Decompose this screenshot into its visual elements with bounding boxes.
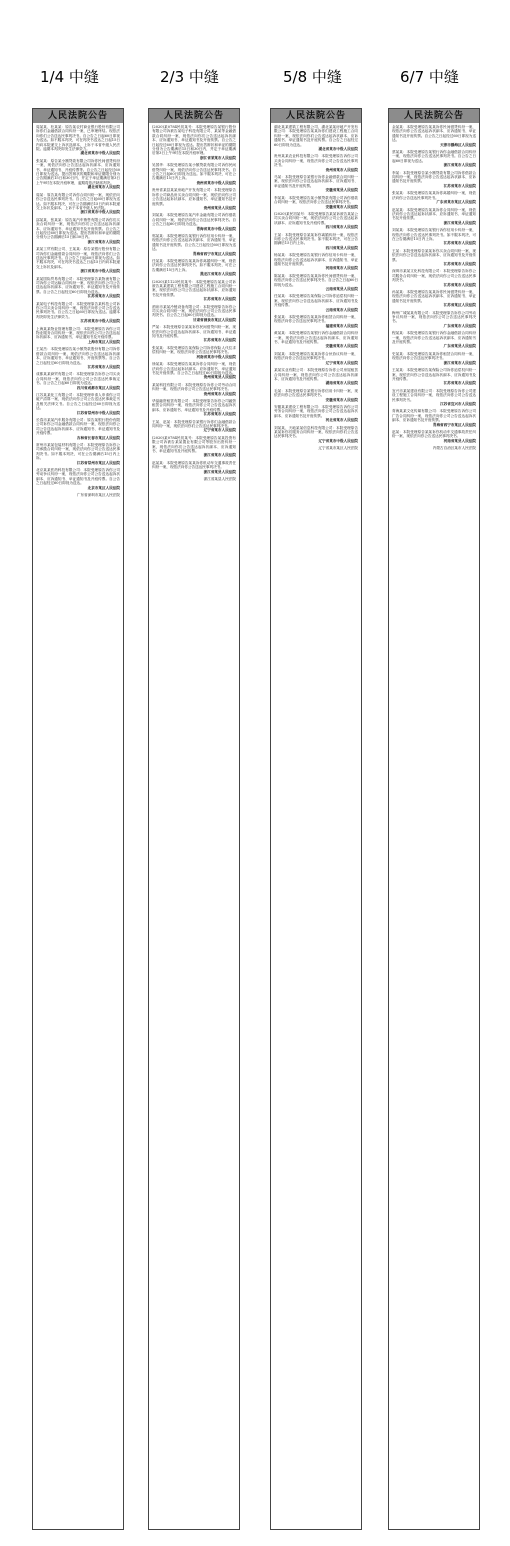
notice-entry bbox=[36, 372, 120, 390]
notice-text: 程某某：本院受理原告某银行诉你金融借款合同纠纷一案，现依法向你公告送达起诉状副本、应诉通知书及开庭传票。 bbox=[392, 331, 476, 345]
notice-entry bbox=[392, 290, 476, 308]
notice-entry bbox=[274, 196, 358, 209]
notice-entry bbox=[274, 175, 358, 193]
court-signature: 青海省西宁市某区人民法院 bbox=[432, 422, 476, 427]
notice-text: 张某某：原告某小额贷款有限公司诉你民间借贷纠纷一案，现依法向你公告送达起诉状副本、应诉通知书、举证通知书、开庭传票等。自公告之日起经过60日即视为送达。提出答辩状的期限和举证期限分别为公告期满后15日和30日内，并定于举证期满后第3日上午9时在本院开庭审理，逾期将依法缺席判决。 bbox=[36, 158, 120, 185]
court-signature: 上海市某区人民法院 bbox=[87, 339, 120, 344]
court-signature: 江苏省某市人民法院 bbox=[203, 297, 236, 302]
column-title: 人民法院公告 bbox=[33, 109, 123, 123]
notice-text: 江苏某某化工有限公司：本院受理申请人申请你公司破产清算一案，现依法向你公司公告送达民事裁定书及相关法律文书。自公告之日起经过60日即视为送达。 bbox=[36, 392, 120, 411]
column-footer: 内蒙古自治区某市人民法院 bbox=[432, 446, 476, 451]
court-signature: 浙江省某某市人民法院 bbox=[200, 155, 236, 160]
column-footer: 辽宁省某市某区人民法院 bbox=[318, 446, 358, 451]
notice-entry bbox=[274, 253, 358, 271]
notice-text: (2020)某1123民初某号：本院受理原告某某公司诉被告某某建筑工程有限公司建设工程施工合同纠纷一案，现依法向你公司公告送达起诉状副本、应诉通知书及开庭传票。 bbox=[152, 279, 236, 297]
notice-entry bbox=[152, 420, 236, 433]
notice-text: 孙某某：本院受理原告某某诉你民间借贷纠纷一案，现依法向你公告送达起诉状副本、应诉通知书、举证通知书及开庭传票。 bbox=[392, 290, 476, 303]
notice-entry bbox=[36, 327, 120, 345]
notice-text: 安徽某某建设工程有限公司：本院受理原告诉你公司劳务合同纠纷一案，现依法向你公司公告送达起诉状副本、应诉通知书及开庭传票。 bbox=[274, 404, 358, 418]
notice-text: 赵某某：本院受理原告某某诉你机动车交通事故责任纠纷一案，现依法向你公告送达民事判决书。 bbox=[152, 460, 236, 470]
notice-entry bbox=[152, 325, 236, 343]
court-signature: 浙江省某市中级人民法院 bbox=[80, 269, 120, 274]
notice-text: 深圳市某某文化科技有限公司：本院受理原告诉你公司服务合同纠纷一案，现依法向你公司公告送达民事判决书。 bbox=[392, 269, 476, 283]
court-signature: 广东省某县人民法院 bbox=[443, 344, 476, 349]
court-signature: 湖北省某市中级人民法院 bbox=[318, 147, 358, 152]
notice-text: 张某某：本院受理原告某保险公司诉你保险人代位求偿权纠纷一案，现依法向你公告送达民事判决书。 bbox=[152, 345, 236, 355]
notice-text: 任某某：本院受理原告某保险公司诉你追偿权纠纷一案，现依法向你公告送达起诉状副本、应诉通知书及开庭传票。 bbox=[274, 294, 358, 308]
court-signature: 江苏省宜兴市人民法院 bbox=[440, 401, 476, 406]
notice-entry bbox=[152, 346, 236, 359]
court-signature: 北京市某区人民法院 bbox=[87, 485, 120, 490]
notice-entry bbox=[392, 125, 476, 147]
notice-entry bbox=[392, 228, 476, 246]
court-signature: 云南省某市人民法院 bbox=[325, 307, 358, 312]
notice-entry bbox=[392, 430, 476, 443]
notice-entry bbox=[392, 311, 476, 329]
notice-entry bbox=[36, 218, 120, 244]
notice-entry bbox=[36, 418, 120, 440]
notice-text: 邵某某、张某某：原告某汽车销售有限公司诉你们买卖合同纠纷一案，现依法向你们公告送达起诉状副本、应诉通知书、举证通知书及开庭传票。自公告之日起经过60日即视为送达。提出答辩状和举证的期限分别为公告期满后15日和30日内。 bbox=[36, 217, 120, 240]
notice-text: 郭某某：本院受理原告某银行诉你信用卡纠纷一案，现依法向你公告送达起诉状副本、应诉通知书、举证通知书及开庭传票。自公告之日起经过60日即视为送达。 bbox=[152, 233, 236, 252]
column-body bbox=[33, 123, 123, 497]
court-signature: 河南省某县人民法院 bbox=[443, 438, 476, 443]
notice-entry bbox=[274, 405, 358, 423]
notice-text: 吴国华：本院受理原告某小额贷款有限公司诉你民间借贷纠纷一案，现依法向你公告送达民事判决书。自公告之日起60日即视为送达。如不服本判决，可在公告期满后15日内上诉。 bbox=[152, 163, 236, 181]
column-footer: 浙江省某县人民法院 bbox=[203, 477, 236, 482]
notice-text: 王某杰：本院受理原告某小额贷款股份有限公司诉你借款合同纠纷一案，现依法向你公告送达起诉状副本、应诉通知书、举证通知书、开庭传票等。自公告之日起经过60日即视为送达。 bbox=[36, 347, 120, 365]
notice-text: 上海某某物业管理有限公司：本院受理原告诉你公司物业服务合同纠纷一案，现依法向你公司公告送达起诉状副本、应诉通知书、举证通知书及开庭传票。 bbox=[36, 326, 120, 340]
notice-text: 刘某某、天地某某信息科技有限公司：本院受理原告某某诉你们服务合同纠纷一案，现依法向你们公告送达民事判决书。 bbox=[274, 425, 358, 439]
notice-entry bbox=[274, 426, 358, 444]
column-title: 人民法院公告 bbox=[271, 109, 361, 123]
notice-entry bbox=[274, 389, 358, 402]
notice-text: 王某、赵某：本院受理原告某银行诉你们金融借款合同纠纷一案，现依法向你们公告送达民事判决书。 bbox=[152, 419, 236, 428]
column-footer: 广东省深圳市某区人民法院 bbox=[76, 493, 120, 498]
column-label-5-8: 5/8 中缝 bbox=[283, 68, 342, 86]
notice-entry bbox=[36, 159, 120, 190]
court-signature: 河南省某市人民法院 bbox=[325, 266, 358, 271]
court-signature: 黑龙江省某市人民法院 bbox=[200, 272, 236, 277]
notice-entry bbox=[36, 277, 120, 299]
court-signature: 辽宁省某市人民法院 bbox=[325, 360, 358, 365]
notice-text: 陈某某：本院受理原告某某诉你民间借贷纠纷一案，现依法向你公告送达民事判决书。自公告之日起60日即视为送达。 bbox=[274, 273, 358, 287]
court-signature: 吉林省长春市某区人民法院 bbox=[76, 435, 120, 440]
notice-entry bbox=[36, 193, 120, 215]
notice-entry bbox=[152, 125, 236, 160]
notice-text: 杨某某：本院受理原告某银行诉你信用卡纠纷一案，现依法向你公告送达起诉状副本、应诉通知书、举证通知书及开庭传票。 bbox=[274, 253, 358, 266]
court-signature: 安徽省某县人民法院 bbox=[325, 188, 358, 193]
notice-text: 青海某某文化传媒有限公司：本院受理原告诉你公司广告合同纠纷一案，现依法向你公司公告送达起诉状副本、应诉通知书及开庭传票。 bbox=[392, 409, 476, 423]
notice-text: 李某：本院受理原告某小额贷款有限公司诉你借款合同纠纷一案，现依法向你公告送达起诉状副本、应诉通知书及开庭传票。 bbox=[392, 170, 476, 184]
notice-entry bbox=[392, 171, 476, 189]
court-signature: 安徽省某市人民法院 bbox=[325, 344, 358, 349]
court-signature: 浙江省某县人民法院 bbox=[203, 469, 236, 474]
court-signature: 江苏省某市人民法院 bbox=[443, 261, 476, 266]
court-signature: 贵州省某市中级人民法院 bbox=[196, 180, 236, 185]
court-signature: 安徽省某市人民法院 bbox=[325, 397, 358, 402]
notice-entry bbox=[392, 150, 476, 168]
notice-text: 某某电子科技有限公司：本院受理原告某科技公司诉你公司买卖合同纠纷一案，现依法向你公司公告送达民事判决书。自公告之日起60日即视为送达。逾期本判决即发生法律效力。 bbox=[36, 301, 120, 319]
notice-text: 刘某某：本院受理原告某某诉你合伙协议纠纷一案，现依法向你公告送达民事判决书。 bbox=[274, 351, 358, 361]
column-body bbox=[149, 123, 239, 481]
notice-text: 某某实业有限公司：本院受理原告诉你公司房屋租赁合同纠纷一案，现依法向你公司公告送达起诉状副本、应诉通知书及开庭传票。 bbox=[274, 368, 358, 381]
notice-entry bbox=[274, 331, 358, 349]
notice-entry bbox=[36, 347, 120, 369]
column-body bbox=[271, 123, 361, 451]
notice-text: 王某：本院受理原告某某诉你离婚纠纷一案，现依法向你公告送达民事判决书。如不服本判决，可在公告期满后15日内上诉。 bbox=[274, 232, 358, 246]
court-signature: 甘肃省酒泉市某区人民法院 bbox=[192, 317, 236, 322]
notice-text: 严某：本院受理原告某某诉你民间借贷纠纷一案，现依法向你公告送达起诉状副本、应诉通知书、举证通知书及开庭传票。 bbox=[152, 325, 236, 339]
notice-text: 刘某某：本院受理原告某汽车金融有限公司诉你借款合同纠纷一案，现依法向你公告送达民事判决书。自公告之日起60日即视为送达。 bbox=[152, 213, 236, 227]
column-label-2-3: 2/3 中缝 bbox=[160, 68, 219, 86]
notice-entry bbox=[152, 188, 236, 210]
notice-entry bbox=[392, 389, 476, 407]
court-signature: 江苏省某市人民法院 bbox=[87, 294, 120, 299]
column-label-1-4: 1/4 中缝 bbox=[40, 68, 99, 86]
notice-text: 长春市某某汽车服务有限公司：原告某银行股份有限公司诉你公司金融借款合同纠纷一案，现依法向你公司公告送达起诉状副本、应诉通知书、举证通知书及开庭传票。 bbox=[36, 417, 120, 436]
notice-entry bbox=[274, 294, 358, 312]
court-signature: 辽宁省某市人民法院 bbox=[203, 428, 236, 433]
notice-text: 王某某：本院受理原告某保险公司诉你追偿权纠纷一案，现依法向你公告送达起诉状副本、应诉通知书及开庭传票。 bbox=[392, 368, 476, 381]
court-signature: 安徽省某市人民法院 bbox=[325, 204, 358, 209]
notice-text: (2020)某民初某号：本院受理原告某某诉被告某某公司买卖合同纠纷一案，现依法向你公司公告送达起诉状副本、应诉通知书及开庭传票。 bbox=[274, 211, 358, 225]
court-signature: 江苏省某市人民法院 bbox=[443, 381, 476, 386]
court-signature: 河北省某市人民法院 bbox=[325, 418, 358, 423]
court-signature: 湖南省某市人民法院 bbox=[325, 381, 358, 386]
court-signature: 贵州省某市人民法院 bbox=[203, 391, 236, 396]
notice-column-2 bbox=[148, 108, 240, 1530]
court-signature: 浙江省某市中级人民法院 bbox=[80, 210, 120, 215]
notice-entry bbox=[152, 399, 236, 417]
court-signature: 天津市静海区人民法院 bbox=[440, 142, 476, 147]
court-signature: 福建省某市人民法院 bbox=[325, 323, 358, 328]
notice-column-4 bbox=[388, 108, 480, 1530]
notice-text: 史某某：本院受理原告某某诉你租赁合同纠纷一案，现依法向你公告送达民事判决书。 bbox=[392, 351, 476, 361]
court-signature: 江苏省某市中级人民法院 bbox=[80, 319, 120, 324]
notice-entry bbox=[392, 191, 476, 204]
notice-entry bbox=[274, 233, 358, 251]
notice-entry bbox=[274, 274, 358, 292]
notice-text: 张某某：本院受理原告某某诉你租赁合同纠纷一案，现依法向你公告送达民事判决书。 bbox=[274, 315, 358, 324]
notice-entry bbox=[152, 163, 236, 185]
notice-text: 任某某：本院受理原告某某诉你离婚纠纷一案，现依法向你公告送达民事判决书。如不服本判决，可在公告期满后15日内上诉。 bbox=[152, 258, 236, 272]
court-signature: 江苏省某市人民法院 bbox=[203, 412, 236, 417]
notice-entry bbox=[274, 368, 358, 386]
notice-entry bbox=[36, 393, 120, 415]
notice-entry bbox=[392, 409, 476, 427]
notice-entry bbox=[152, 213, 236, 231]
court-signature: 广东省某市某区人民法院 bbox=[436, 200, 476, 205]
notice-entry bbox=[152, 305, 236, 323]
notice-column-3 bbox=[270, 108, 362, 1530]
court-signature: 湖北省某市中级人民法院 bbox=[80, 151, 120, 156]
court-signature: 河南省某市中级人民法院 bbox=[196, 354, 236, 359]
notice-text: 成都某某商贸有限公司：本院受理原告诉你公司买卖合同纠纷一案，现依法向你公司公告送达民事裁定书。自公告之日起60日即视为送达。 bbox=[36, 372, 120, 386]
notice-text: 周某某、杜某某：原告某农村商业银行股份有限公司诉你们金融借款合同纠纷一案，已审理终结。现依法向你们公告送达民事判决书。自公告之日起60日即视为送达。如不服本判决，可在判决书送达之日起15日内向本院递交上诉状及副本，上诉于本省中级人民法院。逾期本判决即发生法律效力。 bbox=[36, 125, 120, 152]
court-signature: 浙江省某市人民法院 bbox=[203, 453, 236, 458]
notice-entry bbox=[392, 352, 476, 365]
court-signature: 四川省某市人民法院 bbox=[325, 225, 358, 230]
notice-text: 马某：本院受理原告某银行诉你金融借款合同纠纷一案，现依法向你公告送达起诉状副本、应诉通知书、举证通知书及开庭传票。 bbox=[274, 175, 358, 188]
notice-text: 某某国际贸易有限公司：本院受理原告某物流有限公司诉你公司运输合同纠纷一案，现依法向你公司公告送达起诉状副本、应诉通知书、举证通知书及开庭传票。自公告之日起经过60日即视为送达。 bbox=[36, 276, 120, 294]
court-signature: 江苏省常州市某区人民法院 bbox=[76, 460, 120, 465]
notice-entry bbox=[274, 154, 358, 172]
court-signature: 浙江省某市人民法院 bbox=[87, 239, 120, 244]
notice-entry bbox=[36, 125, 120, 156]
notice-text: 湖北某某建筑工程有限公司、湖北某某房地产开发有限公司：本院受理原告某某诉你们建设工程施工合同纠纷一案，现依法向你们公告送达起诉状副本、应诉通知书、举证通知书及开庭传票。自公告之日起经过60日即视为送达。 bbox=[274, 125, 358, 147]
notice-entry bbox=[36, 247, 120, 273]
court-signature: 贵州省某县人民法院 bbox=[203, 375, 236, 380]
court-signature: 江苏省某市人民法院 bbox=[443, 241, 476, 246]
court-signature: 江苏省某市人民法院 bbox=[443, 183, 476, 188]
court-signature: 青海省西宁市某区人民法院 bbox=[192, 251, 236, 256]
notice-text: 周某：原告某有限公司诉你合同纠纷一案，现依法向你公告送达民事判决书。自公告之日起60日即视为送达。如不服本判决，可在公告期满后15日内向本院递交上诉状及副本，上诉于本省中级人民法院。 bbox=[36, 192, 120, 210]
court-signature: 辽宁省某市中级人民法院 bbox=[318, 438, 358, 443]
notice-column-1 bbox=[32, 108, 124, 1530]
notice-text: 赵某：本院受理原告某某诉你机动车交通事故责任纠纷一案，现依法向你公告送达民事判决书。 bbox=[392, 429, 476, 439]
notice-entry bbox=[392, 368, 476, 386]
notice-text: 华晶融资租赁有限公司：本院受理原告诉你公司融资租赁合同纠纷一案，现依法向你公司公告送达起诉状副本、应诉通知书、举证通知书及开庭传票。 bbox=[152, 398, 236, 412]
notice-entry bbox=[152, 234, 236, 256]
court-signature: 湖北省某市人民法院 bbox=[87, 185, 120, 190]
court-signature: 青海省某市中级人民法院 bbox=[196, 226, 236, 231]
notice-entry bbox=[36, 443, 120, 465]
notice-text: 贵州省某县某某房地产开发有限公司：本院受理原告诉你公司商品房买卖合同纠纷一案，现依法向你公司公告送达起诉状副本、应诉通知书、举证通知书及开庭传票。 bbox=[152, 188, 236, 206]
court-signature: 四川省成都市某区人民法院 bbox=[76, 385, 120, 390]
notice-entry bbox=[152, 461, 236, 474]
notice-entry bbox=[392, 249, 476, 267]
court-signature: 云南省某县人民法院 bbox=[325, 287, 358, 291]
notice-entry bbox=[392, 269, 476, 287]
notice-entry bbox=[152, 436, 236, 458]
court-signature: 江苏省某市人民法院 bbox=[203, 338, 236, 343]
notice-text: 李某某：本院受理原告某小额贷款有限公司诉你借款合同纠纷一案，现依法向你公告送达民事判决书。 bbox=[274, 195, 358, 205]
notice-entry bbox=[152, 362, 236, 380]
notice-text: 毛某：本院受理原告某银行诉你信用卡纠纷一案，现依法向你公告送达民事判决书。 bbox=[274, 388, 358, 398]
notice-entry bbox=[36, 302, 120, 324]
notice-entry bbox=[152, 383, 236, 396]
notice-text: 黄某某：本院受理原告某银行诉你金融借款合同纠纷一案，现依法向你公告送达起诉状副本、应诉通知书、举证通知书及开庭传票。 bbox=[274, 331, 358, 345]
notice-entry bbox=[392, 331, 476, 349]
notice-text: 宜兴市某某建设有限公司：本院受理原告诉你公司建设工程施工合同纠纷一案，现依法向你公司公告送达民事判决书。 bbox=[392, 388, 476, 402]
notice-entry bbox=[274, 125, 358, 151]
court-signature: 贵州省某县人民法院 bbox=[203, 205, 236, 210]
notice-entry bbox=[392, 208, 476, 226]
notice-entry bbox=[36, 468, 120, 490]
notice-text: 贵州某某农业科技有限公司：本院受理原告诉你公司买卖合同纠纷一案，现依法向你公司公告送达民事判决书。 bbox=[274, 154, 358, 168]
notice-entry bbox=[152, 259, 236, 277]
notice-text: 梅州广城某某有限公司：本院受理原告诉你公司劳动争议纠纷一案，现依法向你公司公告送达民事判决书。 bbox=[392, 310, 476, 324]
notice-text: 金某某：本院受理原告某某诉你民间借贷纠纷一案，现依法向你公告送达起诉状副本、应诉通知书、举证通知书及开庭传票。自公告之日起经过60日即视为送达。 bbox=[392, 125, 476, 143]
court-signature: 广东省某市人民法院 bbox=[443, 323, 476, 328]
notice-text: 王某：本院受理原告某某诉你买卖合同纠纷一案，现依法向你公告送达起诉状副本、应诉通知书及开庭传票。 bbox=[392, 248, 476, 262]
notice-text: 酒泉市某某冷链设备有限公司：本院受理原告诉你公司买卖合同纠纷一案，现依法向你公司公告送达民事判决书。自公告之日起60日即视为送达。 bbox=[152, 304, 236, 318]
notice-text: 赵某某：本院受理原告某某诉你合同纠纷一案，现依法向你公告送达起诉状副本、应诉通知书、举证通知书及开庭传票。 bbox=[392, 207, 476, 221]
court-signature: 江苏省某市人民法院 bbox=[87, 364, 120, 369]
court-signature: 江苏省某区人民法院 bbox=[443, 303, 476, 308]
notice-text: 某某科技有限公司：本院受理原告诉你公司劳动合同纠纷一案，现依法向你公司公告送达民事判决书。 bbox=[152, 382, 236, 392]
court-signature: 浙江省某市人民法院 bbox=[443, 163, 476, 168]
court-signature: 四川省某县人民法院 bbox=[325, 245, 358, 250]
court-signature: 浙江省某县人民法院 bbox=[443, 220, 476, 225]
column-body bbox=[389, 123, 479, 451]
court-signature: 贵州省某市人民法院 bbox=[325, 167, 358, 172]
notice-text: 蔡某某：本院受理原告某银行诉你金融借款合同纠纷一案，现依法向你公告送达民事判决书。自公告之日起60日即视为送达。 bbox=[392, 150, 476, 163]
court-signature: 江苏省常州市中级人民法院 bbox=[76, 410, 120, 415]
notice-entry bbox=[152, 280, 236, 302]
notice-text: 刘某某：本院受理原告某银行诉你信用卡纠纷一案，现依法向你公告送达民事判决书。如不服本判决，可在公告期满后15日内上诉。 bbox=[392, 228, 476, 241]
notice-text: 某某工贸有限公司、王某某：原告某银行股份有限公司诉你们金融借款合同纠纷一案，现依法向你们公告送达民事判决书。自公告之日起60日即视为送达。如不服本判决，可在判决书送达之日起15日内向本院递交上诉状及副本。 bbox=[36, 247, 120, 269]
notice-entry bbox=[274, 212, 358, 230]
notice-text: (2020)某0784民初某号：本院受理原告某银行股份有限公司诉被告某电子科技有限公司、某某等金融借款合同纠纷一案，现依法向你们公告送达起诉状副本、应诉通知书、举证通知书及开庭传票。自公告之日起经过60日即视为送达。提出答辩状和举证的期限分别为公告期满后15日和30日内，并定于举证期满后第3日上午9时在本院开庭审理。 bbox=[152, 125, 236, 156]
notice-entry bbox=[274, 315, 358, 328]
notice-entry bbox=[274, 352, 358, 365]
column-title: 人民法院公告 bbox=[149, 109, 239, 123]
notice-text: (2020)某0784民初某号：本院受理原告某某投资有限公司诉被告某某置业有限公司等股东出资纠纷一案，现依法向你们公告送达起诉状副本、应诉通知书、举证通知书及开庭传票。 bbox=[152, 435, 236, 453]
column-label-6-7: 6/7 中缝 bbox=[400, 68, 459, 86]
notice-text: 徐某某：本院受理原告某某诉你合同纠纷一案，现依法向你公告送达起诉状副本、应诉通知书、举证通知书及开庭传票。自公告之日起经过60日即视为送达。 bbox=[152, 362, 236, 375]
court-signature: 浙江省某市人民法院 bbox=[443, 360, 476, 365]
court-signature: 江苏省某市人民法院 bbox=[443, 282, 476, 287]
notice-text: 北京某某医药科技有限公司：本院受理原告诉你公司劳动争议纠纷一案，现依法向你公司公告送达起诉状副本、应诉通知书、举证通知书及开庭传票。自公告之日起经过60日即视为送达。 bbox=[36, 468, 120, 486]
notice-text: 常州市某某包装材料有限公司：本院受理原告诉你公司承揽合同纠纷一案，现依法向你公司公告送达民事判决书。如不服本判决，可在公告期满后15日内上诉。 bbox=[36, 443, 120, 461]
notice-text: 张某某：本院受理原告某某诉你离婚纠纷一案，现依法向你公告送达民事判决书。 bbox=[392, 191, 476, 200]
column-title: 人民法院公告 bbox=[389, 109, 479, 123]
